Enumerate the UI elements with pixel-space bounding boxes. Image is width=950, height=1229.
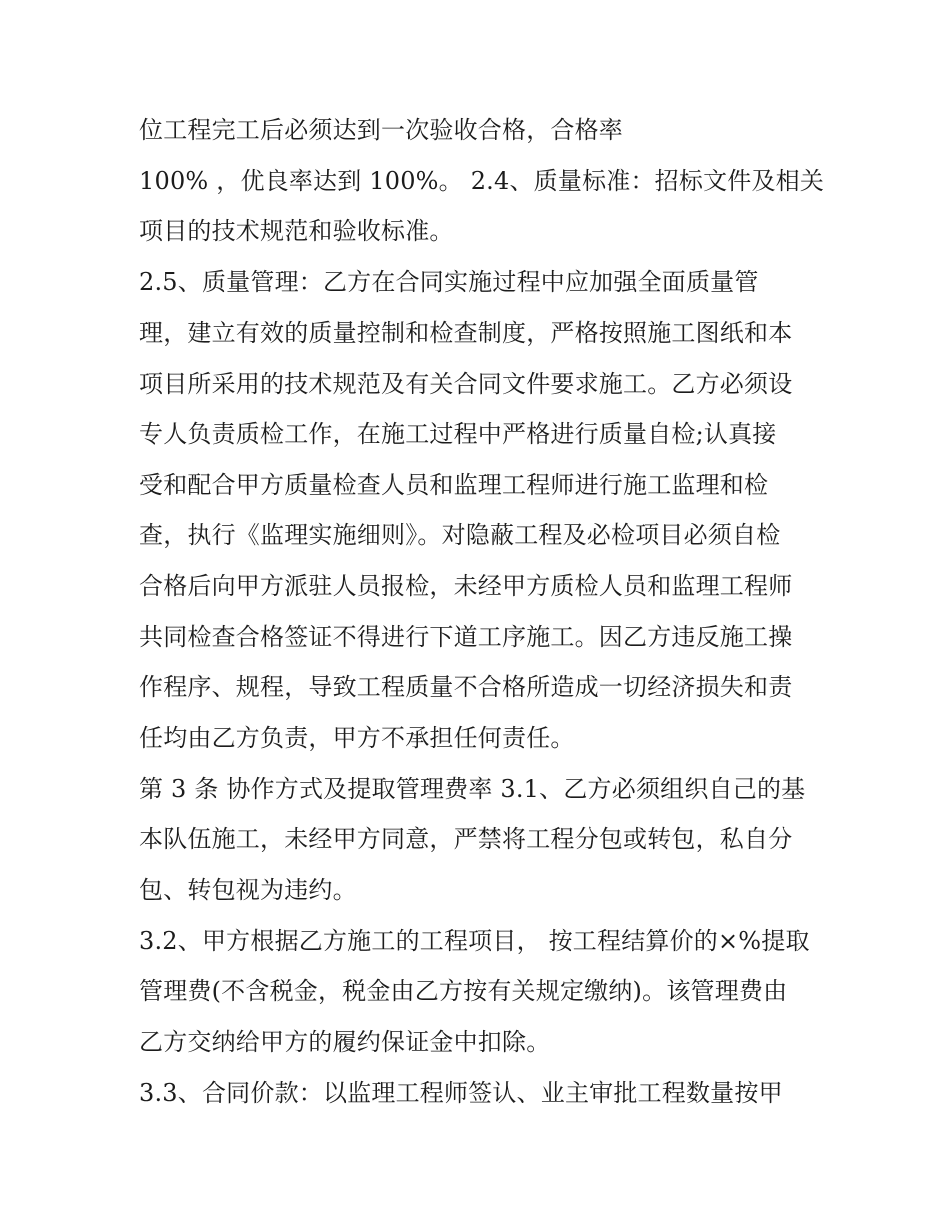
text-line: 2.5、质量管理：乙方在合同实施过程中应加强全面质量管 — [139, 268, 759, 296]
text-line: 项目所采用的技术规范及有关合同文件要求施工。乙方必须设 — [139, 370, 793, 398]
text-line: 专人负责质检工作，在施工过程中严格进行质量自检;认真接 — [139, 420, 777, 448]
text-line: 乙方交纳给甲方的履约保证金中扣除。 — [139, 1028, 551, 1056]
text-line: 查，执行《监理实施细则》。对隐蔽工程及必检项目必须自检 — [139, 521, 781, 549]
text-line: 3.2、甲方根据乙方施工的工程项目， 按工程结算价的×%提取 — [139, 927, 810, 955]
text-line: 共同检查合格签证不得进行下道工序施工。因乙方违反施工操 — [139, 623, 793, 651]
text-line: 合格后向甲方派驻人员报检，未经甲方质检人员和监理工程师 — [139, 572, 793, 600]
text-line: 管理费(不含税金，税金由乙方按有关规定缴纳)。该管理费由 — [139, 977, 788, 1005]
text-line: 第 3 条 协作方式及提取管理费率 3.1、乙方必须组织自己的基 — [139, 775, 806, 803]
text-line: 项目的技术规范和验收标准。 — [139, 217, 454, 245]
text-line: 3.3、合同价款：以监理工程师签认、业主审批工程数量按甲 — [139, 1079, 783, 1107]
text-line: 位工程完工后必须达到一次验收合格，合格率 — [139, 116, 623, 144]
text-line: 100% ，优良率达到 100%。 2.4、质量标准：招标文件及相关 — [139, 167, 825, 195]
text-line: 受和配合甲方质量检查人员和监理工程师进行施工监理和检 — [139, 471, 769, 499]
text-line: 包、转包视为违约。 — [139, 876, 357, 904]
text-line: 理，建立有效的质量控制和检查制度，严格按照施工图纸和本 — [139, 319, 793, 347]
text-line: 任均由乙方负责，甲方不承担任何责任。 — [139, 724, 575, 752]
text-line: 本队伍施工，未经甲方同意，严禁将工程分包或转包，私自分 — [139, 825, 793, 853]
text-line: 作程序、规程，导致工程质量不合格所造成一切经济损失和责 — [139, 673, 793, 701]
